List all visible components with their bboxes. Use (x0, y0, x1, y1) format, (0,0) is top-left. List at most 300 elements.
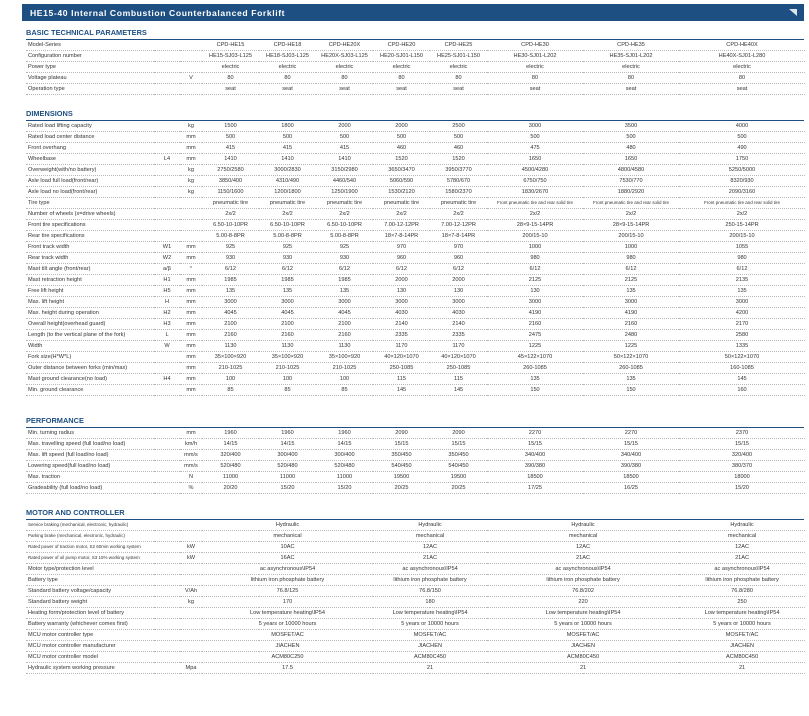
cell-value: electric (316, 62, 373, 73)
cell-value: 16/25 (583, 483, 679, 494)
cell-value: 5 years or 10000 hours (373, 619, 487, 630)
section-title: DIMENSIONS (26, 109, 73, 118)
row-unit: mm (180, 143, 202, 154)
cell-value: 150 (583, 385, 679, 396)
table-row (26, 330, 805, 341)
cell-value: 540/450 (430, 461, 487, 472)
cell-value: 6/12 (316, 264, 373, 275)
table-row (26, 586, 805, 597)
cell-value: 100 (259, 374, 316, 385)
cell-value: 15/15 (430, 439, 487, 450)
cell-value: 2090 (430, 428, 487, 439)
cell-value: 21 (487, 663, 679, 674)
cell-value: 7.00-12-12PR (373, 220, 430, 231)
motor-table (26, 520, 805, 674)
table-row (26, 187, 805, 198)
table-row (26, 319, 805, 330)
table-row (26, 275, 805, 286)
cell-value: Hydraulic (373, 520, 487, 531)
cell-value: 260-1085 (487, 363, 583, 374)
cell-value: 3000 (583, 297, 679, 308)
cell-value: 12AC (679, 542, 805, 553)
cell-value: 4800/4580 (583, 165, 679, 176)
row-label: Mast tilt angle (front/rear) (26, 264, 154, 275)
cell-value: 4045 (316, 308, 373, 319)
cell-value: 45×122×1070 (487, 352, 583, 363)
cell-value: 1000 (487, 242, 583, 253)
cell-value: 2160 (583, 319, 679, 330)
table-row (26, 165, 805, 176)
cell-value: 1170 (430, 341, 487, 352)
cell-value: 250-1085 (373, 363, 430, 374)
cell-value: 145 (430, 385, 487, 396)
cell-value: 135 (259, 286, 316, 297)
cell-value: 150 (487, 385, 583, 396)
row-unit (180, 62, 202, 73)
cell-value: seat (202, 84, 259, 95)
cell-value: 80 (487, 73, 583, 84)
cell-value: 460 (373, 143, 430, 154)
row-unit (180, 198, 202, 209)
cell-value: 930 (202, 253, 259, 264)
cell-value: 2480 (583, 330, 679, 341)
row-unit: mm (180, 297, 202, 308)
cell-value: 2140 (373, 319, 430, 330)
cell-value: 2475 (487, 330, 583, 341)
row-unit: mm/s (180, 461, 202, 472)
cell-value: JIACHEN (202, 641, 373, 652)
cell-value: HE40X-SJ01-L280 (679, 51, 805, 62)
cell-value: 1130 (259, 341, 316, 352)
cell-value: 2x/2 (316, 209, 373, 220)
row-label: Parking brake (mechanical, electronic, hydraulic) (26, 531, 154, 542)
cell-value: 340/400 (583, 450, 679, 461)
row-label: Battery type (26, 575, 154, 586)
cell-value: 85 (316, 385, 373, 396)
cell-value: 8320/930 (679, 176, 805, 187)
row-unit: mm (180, 308, 202, 319)
cell-value: HE30-SJ01-L202 (487, 51, 583, 62)
cell-value: electric (487, 62, 583, 73)
cell-value: 2100 (316, 319, 373, 330)
row-label: Axle load no load(front/rear) (26, 187, 154, 198)
cell-value: 80 (259, 73, 316, 84)
row-unit: kW (180, 542, 202, 553)
row-unit: kg (180, 597, 202, 608)
row-unit: km/h (180, 439, 202, 450)
row-symbol (154, 542, 180, 553)
cell-value: 20/20 (202, 483, 259, 494)
dimensions-section (26, 108, 804, 396)
section-title: BASIC TECHNICAL PARAMETERS (26, 28, 147, 37)
cell-value: JIACHEN (373, 641, 487, 652)
cell-value: 415 (316, 143, 373, 154)
dimensions-table (26, 121, 805, 396)
corner-chevron-icon (788, 8, 798, 17)
cell-value: 3650/3470 (373, 165, 430, 176)
cell-value: Low temperature heating\IP54 (679, 608, 805, 619)
cell-value: 350/450 (373, 450, 430, 461)
row-symbol (154, 231, 180, 242)
table-row (26, 176, 805, 187)
cell-value: pneumatic tire (316, 198, 373, 209)
row-label: Axle load full load(front/rear) (26, 176, 154, 187)
cell-value: 540/450 (373, 461, 430, 472)
row-unit (180, 619, 202, 630)
cell-value: 960 (430, 253, 487, 264)
row-unit: Mpa (180, 663, 202, 674)
row-label: Max. lift height (26, 297, 154, 308)
cell-value: seat (430, 84, 487, 95)
cell-value: 15/20 (259, 483, 316, 494)
cell-value: 1650 (583, 154, 679, 165)
row-symbol (154, 531, 180, 542)
cell-value: 2100 (259, 319, 316, 330)
cell-value: 2000 (373, 275, 430, 286)
cell-value: 1000 (583, 242, 679, 253)
cell-value: 6750/750 (487, 176, 583, 187)
table-row (26, 439, 805, 450)
row-unit (180, 231, 202, 242)
cell-value: 2x/2 (373, 209, 430, 220)
cell-value: 100 (202, 374, 259, 385)
cell-value: 500 (487, 132, 583, 143)
row-unit: kg (180, 187, 202, 198)
cell-value: 76.8/280 (679, 586, 805, 597)
cell-value: ac asynchronous\IP54 (202, 564, 373, 575)
row-label: Free lift height (26, 286, 154, 297)
cell-value: 350/450 (430, 450, 487, 461)
cell-value: 460 (430, 143, 487, 154)
row-label: Tire type (26, 198, 154, 209)
cell-value: 320/400 (679, 450, 805, 461)
cell-value: 475 (487, 143, 583, 154)
table-row (26, 209, 805, 220)
cell-value: 5.00-8-8PR (202, 231, 259, 242)
cell-value: 200/15-10 (679, 231, 805, 242)
row-unit: mm (180, 132, 202, 143)
cell-value: JIACHEN (487, 641, 679, 652)
cell-value: 135 (679, 286, 805, 297)
row-unit (180, 209, 202, 220)
row-symbol (154, 553, 180, 564)
cell-value: 2160 (316, 330, 373, 341)
cell-value: 2090/3160 (679, 187, 805, 198)
cell-value: 5780/670 (430, 176, 487, 187)
cell-value: 2x/2 (202, 209, 259, 220)
page-title: HE15-40 Internal Combustion Counterbalanced Forklift (30, 7, 286, 18)
row-symbol (154, 439, 180, 450)
section-title: PERFORMANCE (26, 416, 84, 425)
row-label: Standard battery voltage/capacity (26, 586, 154, 597)
cell-value: 14/15 (202, 439, 259, 450)
row-label: Wheelbase (26, 154, 154, 165)
cell-value: 2160 (259, 330, 316, 341)
row-label: Standard battery weight (26, 597, 154, 608)
cell-value: 2270 (583, 428, 679, 439)
row-unit: mm (180, 363, 202, 374)
row-symbol (154, 220, 180, 231)
table-row (26, 121, 805, 132)
table-row (26, 264, 805, 275)
table-row (26, 652, 805, 663)
cell-value: HE18-SJ03-L125 (259, 51, 316, 62)
cell-value: 18×7-8-14PR (373, 231, 430, 242)
cell-value: 925 (202, 242, 259, 253)
cell-value: 2000 (373, 121, 430, 132)
cell-value: HE35-SJ01-L202 (583, 51, 679, 62)
cell-value: 1960 (316, 428, 373, 439)
cell-value: 500 (430, 132, 487, 143)
row-symbol (154, 575, 180, 586)
row-unit (180, 531, 202, 542)
table-row (26, 564, 805, 575)
cell-value: 2125 (583, 275, 679, 286)
cell-value: 3500 (583, 121, 679, 132)
row-label: Battery warranty (whichever comes first) (26, 619, 154, 630)
row-symbol: H2 (154, 308, 180, 319)
row-label: Front track width (26, 242, 154, 253)
cell-value: 170 (202, 597, 373, 608)
table-row (26, 62, 805, 73)
table-row (26, 630, 805, 641)
cell-value: 130 (373, 286, 430, 297)
cell-value: 250-15-14PR (679, 220, 805, 231)
cell-value: 1985 (316, 275, 373, 286)
cell-value: ac asynchronous\IP54 (373, 564, 487, 575)
cell-value: 500 (259, 132, 316, 143)
row-symbol: H5 (154, 286, 180, 297)
cell-value: HE20X-SJ03-L125 (316, 51, 373, 62)
cell-value: 1410 (202, 154, 259, 165)
row-symbol: W (154, 341, 180, 352)
cell-value: electric (202, 62, 259, 73)
table-row (26, 641, 805, 652)
cell-value: 180 (373, 597, 487, 608)
row-symbol (154, 40, 180, 51)
cell-value: 2160 (487, 319, 583, 330)
cell-value: 925 (316, 242, 373, 253)
table-row (26, 385, 805, 396)
cell-value: 15/15 (583, 439, 679, 450)
cell-value: 3000 (679, 297, 805, 308)
row-label: Lowering speed(full load/no load) (26, 461, 154, 472)
cell-value: 18500 (487, 472, 583, 483)
cell-value: 6/12 (487, 264, 583, 275)
cell-value: 260-1085 (583, 363, 679, 374)
cell-value: 145 (679, 374, 805, 385)
cell-value: 18×7-8-14PR (430, 231, 487, 242)
cell-value: 4200 (679, 308, 805, 319)
cell-value: 21 (373, 663, 487, 674)
table-row (26, 597, 805, 608)
row-label: Fork size(H*W*L) (26, 352, 154, 363)
table-row (26, 619, 805, 630)
cell-value: 500 (373, 132, 430, 143)
table-row (26, 575, 805, 586)
cell-value: 6/12 (583, 264, 679, 275)
row-unit (180, 220, 202, 231)
cell-value: pneumatic tire (259, 198, 316, 209)
cell-value: lithium iron phosphate battery (487, 575, 679, 586)
row-unit (180, 652, 202, 663)
cell-value: 2500 (430, 121, 487, 132)
row-label: Rear track width (26, 253, 154, 264)
cell-value: 135 (487, 374, 583, 385)
cell-value: HE20-SJ01-L150 (373, 51, 430, 62)
row-label: Front tire specifications (26, 220, 154, 231)
cell-value: 2125 (487, 275, 583, 286)
row-symbol (154, 363, 180, 374)
table-row (26, 553, 805, 564)
cell-value: 2580 (679, 330, 805, 341)
table-row (26, 154, 805, 165)
cell-value: 100 (316, 374, 373, 385)
cell-value: 250-1085 (430, 363, 487, 374)
cell-value: 1410 (316, 154, 373, 165)
cell-value: 1250/1900 (316, 187, 373, 198)
cell-value: 85 (259, 385, 316, 396)
cell-value: mechanical (487, 531, 679, 542)
cell-value: 1750 (679, 154, 805, 165)
cell-value: seat (583, 84, 679, 95)
cell-value: Front pneumatic tire and rear solid tire (487, 198, 583, 209)
cell-value: 135 (202, 286, 259, 297)
cell-value: seat (487, 84, 583, 95)
cell-value: 2090 (373, 428, 430, 439)
cell-value: 6/12 (373, 264, 430, 275)
row-symbol (154, 652, 180, 663)
cell-value: 300/400 (259, 450, 316, 461)
cell-value: 19500 (430, 472, 487, 483)
cell-value: 4030 (430, 308, 487, 319)
cell-value: 980 (487, 253, 583, 264)
cell-value: 80 (679, 73, 805, 84)
cell-value: 21 (679, 663, 805, 674)
cell-value: 1520 (373, 154, 430, 165)
row-label: Configuration number (26, 51, 154, 62)
row-symbol (154, 450, 180, 461)
cell-value: Low temperature heating\IP54 (487, 608, 679, 619)
cell-value: 1130 (316, 341, 373, 352)
row-symbol (154, 62, 180, 73)
row-label: MCU motor controller model (26, 652, 154, 663)
cell-value: 5 years or 10000 hours (679, 619, 805, 630)
cell-value: electric (430, 62, 487, 73)
row-label: Max. travelling speed (full load/no load) (26, 439, 154, 450)
row-unit: mm (180, 319, 202, 330)
row-symbol: H3 (154, 319, 180, 330)
cell-value: 130 (430, 286, 487, 297)
cell-value: CPD-HE30 (487, 40, 583, 51)
row-unit: mm (180, 385, 202, 396)
cell-value: seat (259, 84, 316, 95)
motor-section (26, 507, 804, 674)
cell-value: 415 (202, 143, 259, 154)
cell-value: 2160 (202, 330, 259, 341)
cell-value: 200/15-10 (487, 231, 583, 242)
cell-value: ac asynchronous\IP54 (679, 564, 805, 575)
cell-value: 4190 (487, 308, 583, 319)
row-unit: mm/s (180, 450, 202, 461)
row-symbol: L4 (154, 154, 180, 165)
row-label: Rear tire specifications (26, 231, 154, 242)
cell-value: 1880/2920 (583, 187, 679, 198)
row-symbol (154, 176, 180, 187)
cell-value: 1410 (259, 154, 316, 165)
table-row (26, 220, 805, 231)
cell-value: 415 (259, 143, 316, 154)
cell-value: 3000 (259, 297, 316, 308)
row-symbol (154, 461, 180, 472)
section-title: MOTOR AND CONTROLLER (26, 508, 125, 517)
cell-value: 2270 (487, 428, 583, 439)
cell-value: 2000 (430, 275, 487, 286)
cell-value: 76.8/202 (487, 586, 679, 597)
cell-value: 6/12 (202, 264, 259, 275)
cell-value: 15/20 (679, 483, 805, 494)
cell-value: 2x/2 (259, 209, 316, 220)
row-label: Overall height(overhead guard) (26, 319, 154, 330)
table-row (26, 472, 805, 483)
title-banner (22, 4, 804, 21)
cell-value: 2335 (373, 330, 430, 341)
table-row (26, 520, 805, 531)
cell-value: 6.50-10-10PR (202, 220, 259, 231)
cell-value: 115 (373, 374, 430, 385)
cell-value: 520/480 (202, 461, 259, 472)
row-symbol: H1 (154, 275, 180, 286)
cell-value: 300/400 (316, 450, 373, 461)
row-label: MCU motor controller type (26, 630, 154, 641)
table-row (26, 198, 805, 209)
row-unit (180, 564, 202, 575)
row-label: Operation type (26, 84, 154, 95)
cell-value: CPD-HE20X (316, 40, 373, 51)
cell-value: lithium iron phosphate battery (202, 575, 373, 586)
cell-value: 6.50-10-10PR (316, 220, 373, 231)
cell-value: 500 (583, 132, 679, 143)
row-symbol (154, 121, 180, 132)
row-symbol (154, 619, 180, 630)
row-label: Front overhang (26, 143, 154, 154)
cell-value: 28×9-15-14PR (583, 220, 679, 231)
row-unit (180, 40, 202, 51)
cell-value: pneumatic tire (202, 198, 259, 209)
row-symbol (154, 187, 180, 198)
cell-value: 1225 (487, 341, 583, 352)
cell-value: 2x/2 (679, 209, 805, 220)
row-unit (180, 630, 202, 641)
row-symbol (154, 143, 180, 154)
row-label: Overweight(with/no battery) (26, 165, 154, 176)
cell-value: 2135 (679, 275, 805, 286)
row-unit: mm (180, 253, 202, 264)
row-label: Voltage plateau (26, 73, 154, 84)
cell-value: 2000 (316, 121, 373, 132)
cell-value: 12AC (373, 542, 487, 553)
cell-value: 15/20 (316, 483, 373, 494)
cell-value: 1520 (430, 154, 487, 165)
row-label: Motor type/protection level (26, 564, 154, 575)
cell-value: 500 (202, 132, 259, 143)
row-unit: mm (180, 286, 202, 297)
cell-value: 3000 (202, 297, 259, 308)
cell-value: lithium iron phosphate battery (679, 575, 805, 586)
cell-value: 3000 (487, 297, 583, 308)
cell-value: 980 (679, 253, 805, 264)
cell-value: 490 (679, 143, 805, 154)
